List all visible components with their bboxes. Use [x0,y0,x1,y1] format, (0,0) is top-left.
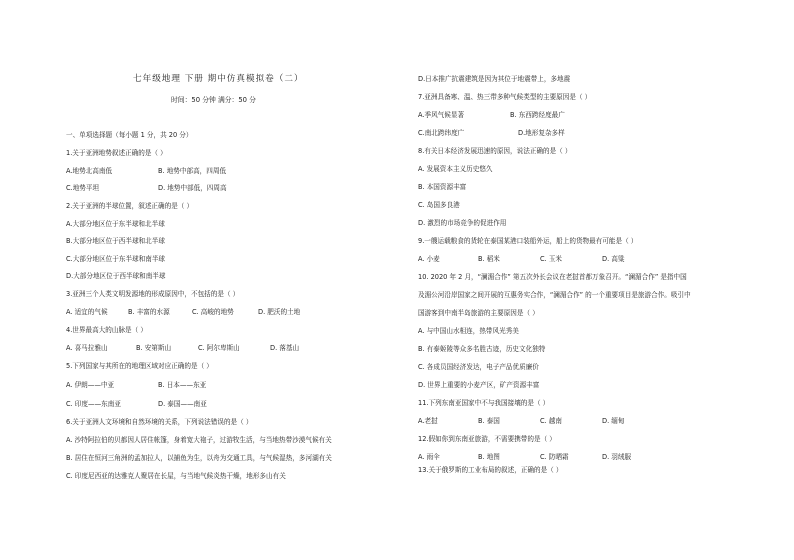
question-13: 13.关于俄罗斯的工业布局的叙述，正确的是（ ） [418,466,563,474]
question-4-options [66,344,299,353]
question-2-option-d: D.大部分地区位于西半球和南半球 [66,272,166,280]
option-c: C.地势平坦 [66,184,100,192]
question-5: 5.下列国家与其所在的地理区域对应正确的是（ ） [66,362,213,370]
question-2: 2.关于亚洲的半球位置，叙述正确的是（ ） [66,202,194,210]
question-3: 3.亚洲三个人类文明发源地的形成原因中，不包括的是（ ） [66,290,240,298]
option-c: C. 越南 [540,417,562,425]
question-6: 6.关于亚洲人文环境和自然环境的关系，下列说法错误的是（ ） [66,418,253,426]
option-d: D. 地势中部低，四周高 [158,184,227,192]
question-6-option-c: C. 印度尼西亚的达雅克人聚居在长屋，与当地气候炎热干燥，地形多山有关 [66,472,286,480]
question-2-option-a: A.大部分地区位于东半球和北半球 [66,220,165,228]
section-heading: 一、单项选择题（每小题 1 分，共 20 分） [66,131,193,139]
option-b: B. 东西跨经度最广 [510,111,565,119]
option-a: A.地势北高南低 [66,167,113,175]
question-8: 8.有关日本经济发展迅速的原因，说法正确的是（ ） [418,147,572,155]
option-a: A. 适宜的气候 [66,308,108,316]
question-8-option-a: A. 发展资本主义历史悠久 [418,165,493,173]
option-b: B. 地势中部高，四周低 [158,167,227,175]
option-a: A. 伊朗——中亚 [66,381,115,389]
option-d: D.地形复杂多样 [518,129,565,137]
question-8-option-b: B. 本国资源丰富 [418,183,467,191]
question-10-line1: 10. 2020 年 2 月，“澜湄合作” 第五次外长会议在老挝首都万象召开。“澜湄合作” 是指中国 [418,273,687,281]
option-a: A. 雨伞 [418,453,440,461]
option-a: A. 小麦 [418,255,440,263]
question-11: 11.下列东南亚国家中不与我国接壤的是（ ） [418,399,550,407]
question-7-options-row1 [418,111,565,120]
page-title: 七年级地理 下册 期中仿真模拟卷（二） [133,74,304,84]
option-b: B. 日本——东亚 [158,381,207,389]
option-b: B. 稻米 [478,255,500,263]
option-c: C. 阿尔卑斯山 [198,344,240,352]
option-b: B. 地图 [478,453,500,461]
question-12-options [418,453,631,462]
question-10-option-a: A. 与中国山水相连，热带风光秀美 [418,327,519,335]
question-8-option-c: C. 岛国多良港 [418,201,460,209]
option-d: D. 落基山 [270,344,300,352]
question-8-option-d: D. 激烈的市场竞争的促进作用 [418,219,507,227]
question-1-options-row2 [66,184,227,193]
option-d: D. 羽绒服 [602,453,632,461]
question-2-option-b: B.大部分地区位于西半球和北半球 [66,237,165,245]
option-b: B. 丰富的水源 [128,308,170,316]
question-7-options-row2 [418,129,565,138]
question-11-options [418,417,624,426]
question-10-line3: 国游客到中南半岛旅游的主要原因是（ ） [418,309,539,317]
option-d: D. 缅甸 [602,417,625,425]
option-b: B. 泰国 [478,417,500,425]
question-5-options-row1 [66,381,206,390]
option-d: D. 高粱 [602,255,625,263]
question-3-options [66,308,300,317]
question-6-option-b: B. 居住在恒河三角洲的孟加拉人，以捕鱼为生，以舟为交通工具，与气候湿热，多河湖有关 [66,454,332,462]
option-d: D. 泰国——南亚 [158,400,207,408]
question-9-options [418,255,624,264]
question-10-option-c: C. 各成员国经济发达，电子产品优质廉价 [418,363,539,371]
question-10-line2: 及湄公河沿岸国家之间开展的互惠务实合作，“澜湄合作” 的一个重要项目是旅游合作。吸引中 [418,291,691,299]
option-d: D. 肥沃的土地 [258,308,301,316]
option-b: B. 安第斯山 [136,344,172,352]
question-10-option-b: B. 有泰姬陵等众多名胜古迹，历史文化独特 [418,345,546,353]
option-c: C.南北跨纬度广 [418,129,465,137]
question-1: 1.关于亚洲地势叙述正确的是（ ） [66,149,167,157]
option-c: C. 高峻的地势 [192,308,234,316]
question-10-option-d: D. 世界上重要的小麦产区，矿产资源丰富 [418,381,540,389]
question-1-options-row1 [66,167,226,176]
question-4: 4.世界最高大的山脉是（ ） [66,326,147,334]
question-6-option-a: A. 沙特阿拉伯的贝都因人居住帐篷，身着宽大袍子，过游牧生活，与当地热带沙漠气候有关 [66,436,332,444]
option-c: C. 印度——东南亚 [66,400,121,408]
question-12: 12.假如你到东南亚旅游，不需要携带的是（ ） [418,435,556,443]
question-6-option-d: D.日本推广抗震建筑是因为其位于地震带上，多地震 [418,75,571,83]
option-c: C. 玉米 [540,255,562,263]
option-a: A.季风气候显著 [418,111,465,119]
option-a: A.老挝 [418,417,438,425]
option-c: C. 防晒霜 [540,453,569,461]
question-9: 9.一艘运载粮食的货轮在泰国某港口装船外运，船上的货物最有可能是（ ） [418,237,638,245]
question-7: 7.亚洲具备寒、温、热三带多种气候类型的主要原因是（ ） [418,93,592,101]
exam-time-score: 时间：50 分钟 满分：50 分 [171,96,256,104]
question-5-options-row2 [66,400,207,409]
question-2-option-c: C.大部分地区位于东半球和南半球 [66,255,166,263]
option-a: A. 喜马拉雅山 [66,344,108,352]
